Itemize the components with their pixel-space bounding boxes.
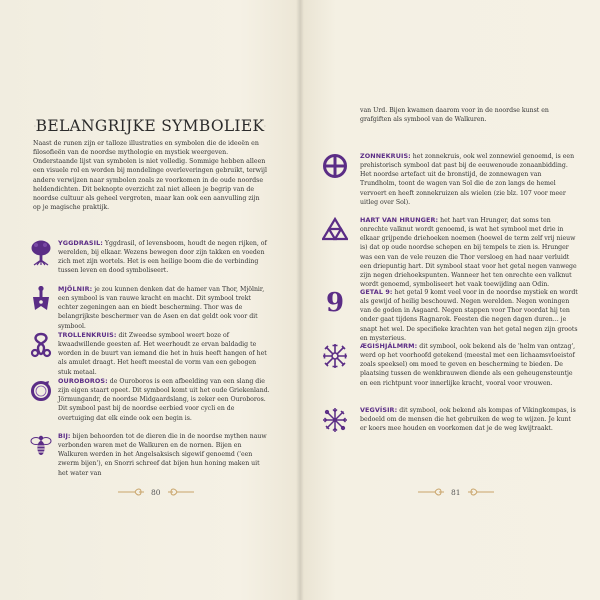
entry-hart-van-hrunger-body: het hart van Hrunger, dat soms ten onrechte valknut wordt genoemd, is wat het symbool met drie in elkaar grijpende driehoeken noemen (hoewel de term zelf vrij nieuw is) dat op oude noordse schepen en bij tempels te zien is. Hrunger was een van de vele reuzen die Thor versloeg en had naar verluidt een driepuntig hart. Dit symbool staat voor het getal negen vanwege zijn negen driehoekspunten. Wanneer het ten onrechte een valknut wordt genoemd, symboliseert het vaak toewijding aan Odin. xyxy=(360,217,577,289)
title-row xyxy=(34,116,266,136)
right-continuation: van Urd. Bijen kwamen daarom voor in de noordse kunst en grafgiften als symbool van de Walkuren. xyxy=(360,107,549,124)
left-footer xyxy=(117,487,195,497)
entry-zonnekruis-text xyxy=(360,152,578,207)
entry-vegvisir-body: dit symbool, ook bekend als kompas of Vikingkompas, is bedoeld om de mensen die het gebruiken de weg te wijzen. Je kunt er koers mee houden en voorkomen dat je de weg kwijtraakt. xyxy=(360,407,576,433)
sun-cross-icon xyxy=(322,153,348,179)
entry-getal-9-heading: GETAL 9: xyxy=(360,288,393,296)
entry-ouroboros-text xyxy=(58,377,270,423)
entry-bij-body: bijen behoorden tot de dieren die in de noordse mythen nauw verbonden waren met de Walkuren en de nornen. Bijen en Walkuren werden in het Angelsaksisch sigewif genoemd ('een zwerm bijen'), en Snorri schreef dat bijen hun honing maken uit het water van xyxy=(58,433,267,477)
footer-ornament-left-icon xyxy=(417,487,445,497)
entry-mjolnir-heading: MJÖLNIR: xyxy=(58,285,93,293)
entry-mjolnir-text xyxy=(58,285,270,331)
entry-aegishjalmur-text xyxy=(360,342,578,388)
number-nine-icon xyxy=(322,289,348,315)
entry-yggdrasil-body: Yggdrasil, of levensboom, houdt de negen rijken, of werelden, bij elkaar. Wezens bewegen door zijn takken en voeden zich met zijn wortels. Het is een heilige boom die de verbinding tussen leven en dood symboliseert. xyxy=(58,240,267,275)
entry-bij xyxy=(30,432,270,478)
entry-trollenkruis-text xyxy=(58,331,270,377)
entry-aegishjalmur xyxy=(322,342,578,388)
vegvisir-icon xyxy=(322,407,348,433)
entry-mjolnir xyxy=(30,285,270,331)
entry-vegvisir-text xyxy=(360,406,578,433)
entry-ouroboros-body: de Ouroboros is een afbeelding van een slang die zijn eigen staart opeet. Dit symbool komt uit het oude Griekenland. Jörmungandr, de noordse Midgaardslang, is zeker een Ouroboros. Dit symbool past bij de noordse eerbied voor cycli en de overtuiging dat elk einde ook een begin is. xyxy=(58,378,270,422)
entry-yggdrasil-heading: YGGDRASIL: xyxy=(58,239,103,247)
entry-aegishjalmur-body: dit symbool, ook bekend als de 'helm van ontzag', werd op het voorhoofd getekend (meestal met een lichaamsvloeistof zoals speeksel) om moed te geven en bescherming te bieden. De plaatsing tussen de wenkbrauwen diende als een geheugensteuntje en een richtpunt voor innerlijke kracht, vooral voor vrouwen. xyxy=(360,343,576,387)
mjolnir-icon xyxy=(30,286,52,312)
entry-ouroboros-heading: OUROBOROS: xyxy=(58,377,108,385)
entry-zonnekruis-body: het zonnekruis, ook wel zonnewiel genoemd, is een prehistorisch symbool dat past bij de eeuwenoude zonaanbidding. Het noordse artefact uit de bronstijd, de zonnewagen van Trundholm, toont de wagen van Sol die de zon langs de hemel vervoert en heeft zonnekruizen als wielen (zie blz. 107 voor meer uitleg over Sol). xyxy=(360,153,575,206)
entry-trollenkruis-body: dit Zweedse symbool weert boze of kwaadwillende geesten af. Het weerhoudt ze ervan baldadig te worden in de buurt van iemand die het in huis heeft hangen of het als amulet draagt. Het heeft meestal de vorm van een gebogen stuk metaal. xyxy=(58,332,267,376)
footer-ornament-right-icon xyxy=(167,487,195,497)
entry-zonnekruis xyxy=(322,152,578,207)
entry-vegvisir xyxy=(322,406,578,433)
entry-bij-text xyxy=(58,432,270,478)
entry-trollenkruis-heading: TROLLENKRUIS: xyxy=(58,331,117,339)
knotwork-right-icon xyxy=(264,120,266,132)
footer-ornament-right-icon xyxy=(467,487,495,497)
entry-bij-heading: BIJ: xyxy=(58,432,71,440)
svg-text:9: 9 xyxy=(325,289,345,315)
ouroboros-icon xyxy=(30,378,52,404)
page-number-right: 81 xyxy=(451,487,461,497)
entry-yggdrasil-text xyxy=(58,239,270,276)
entry-getal-9-body: het getal 9 komt veel voor in de noordse mystiek en wordt als gewijd of heilig beschouwd. Negen werelden. Negen woningen van de goden in Asgaard. Negen stappen voor Thor voordat hij ten onder gaat tijdens Ragnarok. Feesten die negen dagen duren... je snapt het wel. De specifieke krachten van het getal negen zijn groots en mysterieus. xyxy=(360,289,578,342)
right-footer xyxy=(417,487,495,497)
entry-getal-9-text xyxy=(360,288,578,343)
entry-getal-9 xyxy=(322,288,578,343)
book-gutter xyxy=(296,0,304,600)
entry-ouroboros xyxy=(30,377,270,423)
aegishjalmur-icon xyxy=(322,343,348,369)
entry-zonnekruis-heading: ZONNEKRUIS: xyxy=(360,152,411,160)
page-title: BELANGRIJKE SYMBOLIEK xyxy=(35,117,265,135)
right-page xyxy=(300,0,600,600)
footer-ornament-left-icon xyxy=(117,487,145,497)
troll-cross-icon xyxy=(30,332,52,358)
intro-paragraph: Naast de runen zijn er talloze illustraties en symbolen die de ideeën en filosofieën van de noordse mythologie en mystiek weergeven. Onderstaande lijst van symbolen is niet volledig. Sommige hebben alleen een visuele rol en worden bij mondelinge overleveringen gebruikt, terwijl andere verwijzen naar symbolen zoals ze voorkomen in de oude noordse heldendichten. Dit beknopte overzicht zal niet alleen je begrip van de noordse cultuur als geheel vergroten, maar kan ook een aanvulling zijn op je magische praktijk. xyxy=(33,140,267,212)
entry-hart-van-hrunger xyxy=(322,216,578,289)
page-number-left: 80 xyxy=(151,487,161,497)
heart-of-hrungnir-icon xyxy=(322,217,348,243)
bee-icon xyxy=(30,433,52,459)
entry-yggdrasil xyxy=(30,239,270,276)
entry-aegishjalmur-heading: ÆGISHJÁLMRM: xyxy=(360,342,418,350)
entry-mjolnir-body: je zou kunnen denken dat de hamer van Thor, Mjölnir, een symbool is van rauwe kracht en macht. Dit symbool trekt echter zegeningen aan en biedt bescherming. Thor was de belangrijkste beschermer van de Asen en dat geldt ook voor dit symbool. xyxy=(58,286,265,330)
entry-hart-van-hrunger-text xyxy=(360,216,578,289)
entry-vegvisir-heading: VEGVÍSIR: xyxy=(360,406,398,414)
yggdrasil-icon xyxy=(30,240,52,266)
entry-trollenkruis xyxy=(30,331,270,377)
entry-hart-van-hrunger-heading: HART VAN HRUNGER: xyxy=(360,216,439,224)
